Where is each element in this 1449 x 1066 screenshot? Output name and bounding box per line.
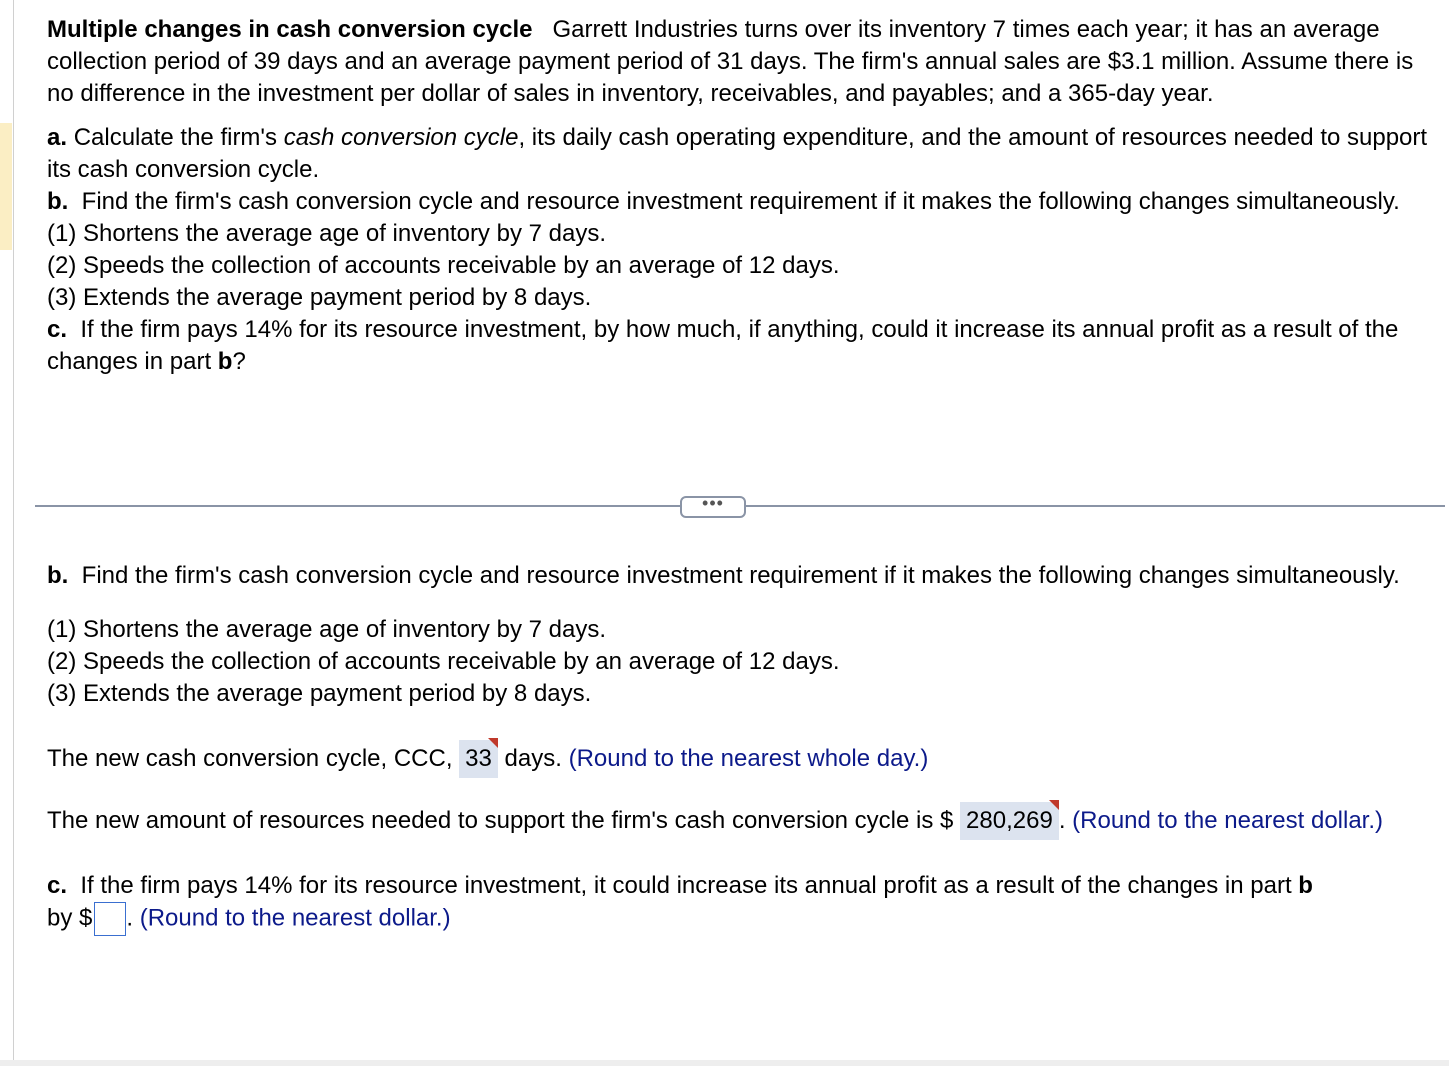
ccc-label: The new cash conversion cycle, CCC, (47, 745, 460, 772)
answer-b-text: Find the firm's cash conversion cycle and resource investment requirement if it makes the following changes simultaneously. (81, 562, 1400, 589)
part-a-italic: cash conversion cycle (283, 124, 519, 151)
profit-period: . (126, 904, 140, 932)
bottom-bar (0, 1060, 1449, 1066)
question-marker (0, 123, 12, 250)
part-c-end: ? (232, 348, 246, 375)
answer-b-label: b. (47, 562, 69, 589)
answer-change-3: (3) Extends the average payment period by 8 days. (47, 680, 592, 707)
resources-hint: (Round to the nearest dollar.) (1072, 807, 1384, 834)
profit-hint: (Round to the nearest dollar.) (139, 904, 451, 932)
profit-label: by $ (47, 904, 93, 932)
change-3: (3) Extends the average payment period by 8 days. (47, 284, 592, 311)
answer-c-label: c. (47, 872, 68, 899)
part-a-text: Calculate the firm's (73, 124, 284, 151)
ccc-answer-field[interactable]: 33 (459, 740, 498, 778)
problem-intro: Garrett Industries turns over its inventory 7 times each year; it has an average collection period of 39 days and an average payment period of 31 days. The firm's annual sales are $3.1 million. Assume there is no difference in the investment per dollar of sales in inventory, receivables, and payables; and a 365-day year. (47, 16, 1414, 107)
answer-c-bold: b (1298, 872, 1313, 899)
part-c-bold: b (217, 348, 233, 375)
change-2: (2) Speeds the collection of accounts receivable by an average of 12 days. (47, 252, 840, 279)
part-c-label: c. (47, 316, 68, 343)
part-a-label: a. (47, 124, 68, 151)
part-b-text: Find the firm's cash conversion cycle and resource investment requirement if it makes the following changes simultaneously. (81, 188, 1400, 215)
part-a-text-end: , its daily cash operating expenditure, and the amount of resources needed to support its cash conversion cycle. (47, 124, 1428, 183)
answer-c-text: If the firm pays 14% for its resource investment, it could increase its annual profit as a result of the changes in part (80, 872, 1299, 899)
resources-answer-field[interactable]: 280,269 (960, 802, 1059, 840)
resources-period: . (1058, 807, 1073, 834)
ccc-hint: (Round to the nearest whole day.) (568, 745, 929, 772)
answer-change-2: (2) Speeds the collection of accounts receivable by an average of 12 days. (47, 648, 840, 675)
change-1: (1) Shortens the average age of inventory by 7 days. (47, 220, 606, 247)
answer-change-1: (1) Shortens the average age of inventory by 7 days. (47, 616, 606, 643)
part-b-label: b. (47, 188, 69, 215)
part-c-text: If the firm pays 14% for its resource investment, by how much, if anything, could it increase its annual profit as a result of the changes in part (47, 316, 1399, 375)
problem-title: Multiple changes in cash conversion cycle (47, 16, 533, 43)
resources-label: The new amount of resources needed to support the firm's cash conversion cycle is $ (47, 807, 961, 834)
expand-button[interactable]: ••• (680, 496, 746, 518)
problem-statement (47, 14, 1437, 454)
answer-section (47, 560, 1437, 936)
left-border (13, 0, 14, 1060)
ccc-unit: days. (497, 745, 569, 772)
profit-input[interactable] (94, 902, 126, 936)
